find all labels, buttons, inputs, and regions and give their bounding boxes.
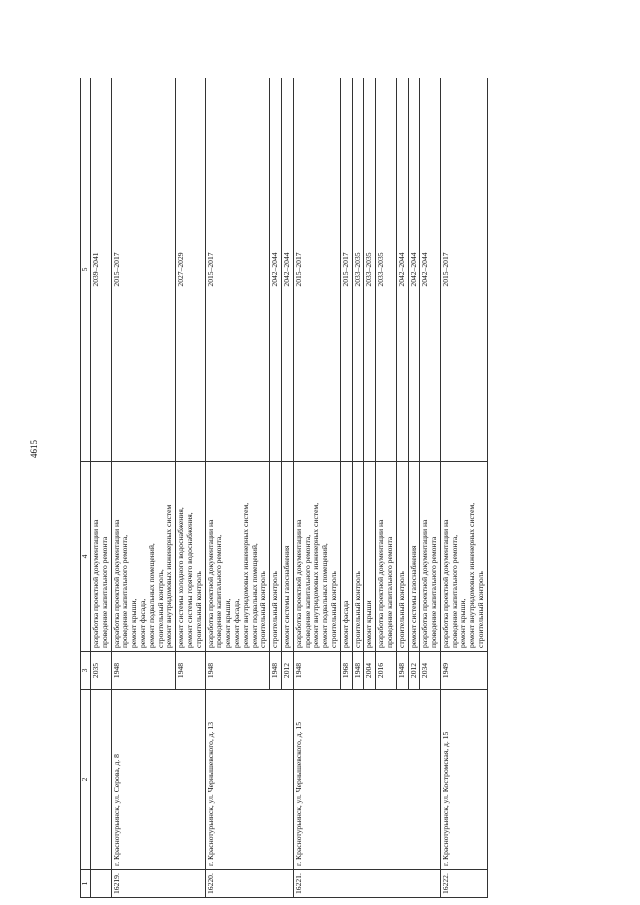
cell-work — [408, 462, 420, 652]
work-line: ремонт крыши — [364, 600, 374, 648]
cell-period: 2042–2044 — [281, 78, 293, 462]
work-line: ремонт системы горячего водоснабжения, — [184, 512, 194, 648]
cell-year: 2012 — [281, 652, 293, 690]
work-line: разработка проектной документации на — [111, 519, 121, 648]
cell-number: 16220. — [205, 870, 293, 898]
work-line: ремонт крыши, — [458, 598, 468, 648]
page-number: 4615 — [29, 440, 39, 458]
cell-work — [376, 462, 397, 652]
cell-period: 2015–2017 — [340, 78, 352, 462]
cell-year: 1948 — [176, 652, 205, 690]
cell-year: 1948 — [352, 652, 364, 690]
work-line: ремонт системы холодного водоснабжения, — [176, 507, 186, 648]
table-row — [91, 78, 112, 898]
cell-work — [293, 462, 340, 652]
cell-year: 1948 — [396, 652, 408, 690]
cell-year: 1948 — [205, 652, 270, 690]
header-row — [81, 78, 91, 898]
cell-work — [420, 462, 441, 652]
work-line: строительный контроль, — [155, 569, 165, 648]
cell-year: 2035 — [91, 652, 112, 690]
cell-work — [340, 462, 352, 652]
column-header-number: 1 — [81, 870, 91, 898]
work-line: ремонт фасада, — [231, 598, 241, 648]
work-line: разработка проектной документации на — [293, 519, 303, 648]
cell-period: 2027–2029 — [176, 78, 205, 462]
cell-number: 16222. — [440, 870, 487, 898]
table-viewport — [80, 78, 592, 898]
cell-period: 2042–2044 — [396, 78, 408, 462]
work-line: ремонт подвальных помещений, — [249, 543, 259, 648]
cell-year: 1948 — [293, 652, 340, 690]
work-line: ремонт крыши, — [129, 598, 139, 648]
cell-period: 2015–2017 — [205, 78, 270, 462]
capital-repair-table — [80, 78, 488, 898]
cell-address: г. Краснотурьинск, ул. Чернышевского, д. 13 — [205, 690, 293, 870]
cell-period: 2015–2017 — [111, 78, 176, 462]
cell-work — [205, 462, 270, 652]
cell-year: 2034 — [420, 652, 441, 690]
column-header-work: 4 — [81, 462, 91, 652]
cell-year: 1948 — [111, 652, 176, 690]
cell-period: 2042–2044 — [408, 78, 420, 462]
cell-period: 2039–2041 — [91, 78, 112, 462]
work-line: ремонт внутридомовых инженерных систем — [164, 504, 174, 648]
work-line: ремонт внутридомовых инженерных систем, — [311, 502, 321, 648]
table-rotated-frame — [80, 78, 592, 898]
work-line: строительный контроль — [258, 571, 268, 648]
table-row — [111, 78, 176, 898]
cell-period: 2015–2017 — [440, 78, 487, 462]
cell-period: 2042–2044 — [420, 78, 441, 462]
work-line: строительный контроль — [328, 571, 338, 648]
cell-address: г. Краснотурьинск, ул. Серова, д. 8 — [111, 690, 205, 870]
cell-work — [281, 462, 293, 652]
work-line: ремонт системы газоснабжения — [281, 545, 291, 648]
work-line: разработка проектной документации на — [440, 519, 450, 648]
work-line: ремонт фасада — [340, 600, 350, 648]
work-line: разработка проектной документации на — [376, 519, 386, 648]
column-header-address: 2 — [81, 690, 91, 870]
table-row — [293, 78, 340, 898]
work-line: ремонт внутридомовых инженерных систем, — [467, 502, 477, 648]
cell-period: 2015–2017 — [293, 78, 340, 462]
work-line: проведение капитального ремонта, — [214, 534, 224, 648]
work-line: разработка проектной документации на — [420, 519, 430, 648]
table-row — [440, 78, 487, 898]
work-line: строительный контроль — [352, 571, 362, 648]
work-line: ремонт подвальных помещений, — [146, 543, 156, 648]
cell-number: 16221. — [293, 870, 440, 898]
work-line: проведение капитального ремонта, — [449, 534, 459, 648]
cell-address — [91, 690, 112, 870]
cell-year: 1968 — [340, 652, 352, 690]
work-line: проведение капитального ремонта — [99, 536, 109, 648]
table-row — [205, 78, 270, 898]
work-line: разработка проектной документации на — [205, 519, 215, 648]
cell-year: 2012 — [408, 652, 420, 690]
work-line: ремонт подвальных помещений, — [320, 543, 330, 648]
cell-period: 2033–2035 — [364, 78, 376, 462]
work-line: строительный контроль — [193, 571, 203, 648]
cell-work — [396, 462, 408, 652]
cell-address: г. Краснотурьинск, ул. Чернышевского, д. 15 — [293, 690, 440, 870]
work-line: проведение капитального ремонта — [384, 536, 394, 648]
cell-work — [270, 462, 282, 652]
cell-period: 2033–2035 — [376, 78, 397, 462]
table-body — [91, 78, 488, 898]
cell-work — [91, 462, 112, 652]
work-line: проведение капитального ремонта, — [302, 534, 312, 648]
cell-work — [440, 462, 487, 652]
column-header-period: 5 — [81, 78, 91, 462]
work-line: ремонт системы газоснабжения — [408, 545, 418, 648]
cell-work — [111, 462, 176, 652]
cell-work — [364, 462, 376, 652]
work-line: ремонт фасада, — [137, 598, 147, 648]
work-line: разработка проектной документации на — [91, 519, 100, 648]
work-line: проведение капитального ремонта, — [120, 534, 130, 648]
work-line: строительный контроль — [270, 571, 280, 648]
work-line: ремонт крыши, — [223, 598, 233, 648]
work-line: ремонт внутридомовых инженерных систем, — [240, 502, 250, 648]
work-line: проведение капитального ремонта — [429, 536, 439, 648]
cell-work — [352, 462, 364, 652]
cell-address: г. Краснотурьинск, ул. Костромская, д. 15 — [440, 690, 487, 870]
work-line: строительный контроль — [476, 571, 486, 648]
cell-year: 1949 — [440, 652, 487, 690]
cell-year: 1948 — [270, 652, 282, 690]
cell-year: 2004 — [364, 652, 376, 690]
cell-year: 2016 — [376, 652, 397, 690]
cell-number: 16219. — [111, 870, 205, 898]
cell-period: 2042–2044 — [270, 78, 282, 462]
cell-number — [91, 870, 112, 898]
cell-period: 2033–2035 — [352, 78, 364, 462]
work-line: строительный контроль — [396, 571, 406, 648]
cell-work — [176, 462, 205, 652]
column-header-year: 3 — [81, 652, 91, 690]
